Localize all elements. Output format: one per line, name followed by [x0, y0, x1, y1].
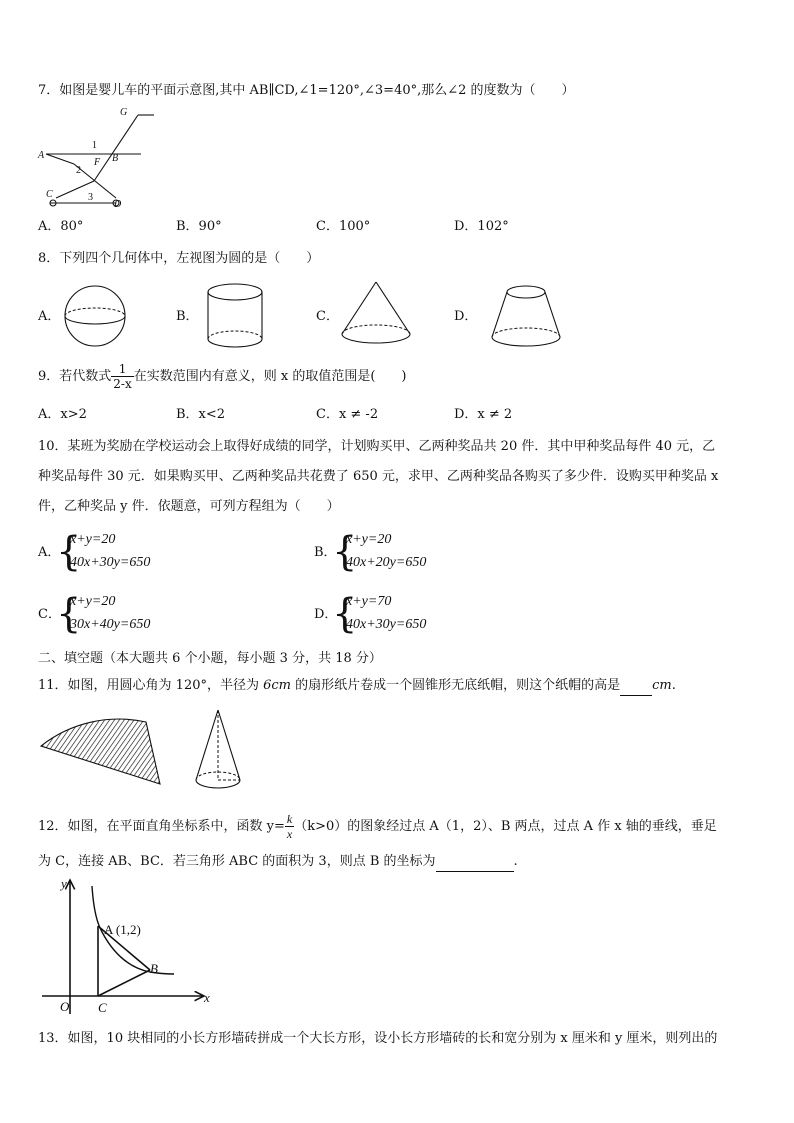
q8-stem: 8．下列四个几何体中，左视图为圆的是（ ）	[38, 251, 320, 266]
label-angle3: 3	[88, 192, 93, 203]
label-y: y	[61, 876, 67, 891]
label-x: x	[204, 990, 210, 1005]
q10-d-eq1: x+y=70	[346, 594, 392, 609]
q12-line2	[38, 853, 518, 872]
q9-frac-num: 1	[111, 362, 133, 377]
q9-option-c: C．x ≠ -2	[316, 407, 379, 422]
label-o: O	[60, 999, 70, 1014]
cylinder-figure	[204, 281, 266, 351]
q12-frac-num: k	[286, 812, 293, 826]
label-b: B	[112, 153, 119, 164]
paper-hat-cone-figure	[192, 708, 248, 794]
q12-line1-before: 12．如图，在平面直角坐标系中，函数 y=	[38, 819, 285, 834]
q11-radius: 6cm	[263, 678, 292, 693]
q8-option-c: C．	[316, 309, 339, 324]
brace: {	[56, 591, 82, 637]
q9-option-b: B．x<2	[176, 407, 226, 422]
brace: {	[56, 529, 82, 575]
label-a: A	[38, 150, 45, 161]
q12-frac-den: x	[286, 827, 293, 841]
label-b: B	[150, 961, 158, 976]
label-d: D	[114, 199, 122, 210]
answer-blank	[436, 853, 514, 872]
q9-fraction	[111, 362, 133, 391]
q12-line1	[38, 812, 717, 841]
q10-option-a	[38, 530, 298, 576]
q13-line1: 13．如图，10 块相同的小长方形墙砖拼成一个大长方形，设小长方形墙砖的长和宽分别为 x 厘米和 y 厘米，则列出的	[38, 1031, 718, 1046]
label-g: G	[120, 107, 128, 118]
q11-stem	[38, 677, 676, 696]
frustum-figure	[488, 281, 564, 351]
cone-figure	[338, 279, 414, 349]
line-handle	[94, 115, 138, 181]
answer-blank	[620, 677, 652, 696]
sphere-figure	[62, 283, 132, 349]
section-title: 二、填空题（本大题共 6 个小题，每小题 3 分，共 18 分）	[38, 651, 382, 666]
q10-c-eq1: x+y=20	[70, 594, 116, 609]
q7-option-c: C．100°	[316, 219, 371, 234]
label-a: A (1,2)	[104, 922, 141, 937]
q7-option-d: D．102°	[454, 219, 509, 234]
q10-b-eq1: x+y=20	[346, 532, 392, 547]
q11-end: .	[671, 678, 676, 693]
label-angle2: 2	[76, 165, 81, 176]
label-angle1: 1	[92, 140, 97, 151]
sector-figure	[38, 710, 168, 788]
q10-line2: 种奖品每件 30 元．如果购买甲、乙两种奖品共花费了 650 元，求甲、乙两种奖品各购买了多少件．设购买甲种奖品 x	[38, 469, 719, 484]
q11-text-mid: 的扇形纸片卷成一个圆锥形无底纸帽，则这个纸帽的高是	[291, 678, 621, 693]
q9-option-a: A．x>2	[38, 407, 87, 422]
q10-line1: 10．某班为奖励在学校运动会上取得好成绩的同学，计划购买甲、乙两种奖品共 20 件．其中甲种奖品每件 40 元，乙	[38, 439, 716, 454]
q11-text-before: 11．如图，用圆心角为 120°，半径为	[38, 678, 264, 693]
q10-a-eq2: 40x+30y=650	[70, 555, 151, 570]
q10-option-b-letter: B．	[314, 545, 337, 560]
coordinate-figure	[40, 874, 220, 1016]
q10-option-c-letter: C．	[38, 607, 61, 622]
q10-c-eq2: 30x+40y=650	[70, 617, 151, 632]
q10-d-eq2: 40x+30y=650	[346, 617, 427, 632]
q10-option-d-letter: D．	[314, 607, 338, 622]
q10-a-eq1: x+y=20	[70, 532, 116, 547]
line-a-lower	[46, 154, 74, 164]
q9-option-d: D．x ≠ 2	[454, 407, 513, 422]
brace: {	[332, 591, 358, 637]
line-bc	[98, 970, 150, 996]
q12-line1-after: （k>0）的图象经过点 A（1，2）、B 两点，过点 A 作 x 轴的垂线，垂足	[294, 819, 717, 834]
label-c: C	[98, 1000, 107, 1015]
q10-b-eq2: 40x+20y=650	[346, 555, 427, 570]
q7-stroller-figure	[36, 106, 166, 212]
q9-stem	[38, 362, 407, 391]
q10-option-a-letter: A．	[38, 545, 61, 560]
q10-line3: 件，乙种奖品 y 件．依题意，可列方程组为（ ）	[38, 499, 340, 514]
label-f: F	[94, 157, 101, 168]
q8-option-b: B．	[176, 309, 199, 324]
q10-option-d	[314, 592, 574, 638]
q9-suffix: 在实数范围内有意义，则 x 的取值范围是( )	[133, 369, 407, 384]
q10-option-c	[38, 592, 298, 638]
q8-option-a: A．	[38, 309, 61, 324]
q12-line2-end: .	[513, 854, 518, 869]
q7-option-a: A．80°	[38, 219, 84, 234]
q7-stem: 7．如图是婴儿车的平面示意图,其中 AB∥CD,∠1=120°,∠3=40°,那么∠2 的度数为（ ）	[38, 83, 575, 98]
q8-option-d: D．	[454, 309, 478, 324]
label-c: C	[46, 189, 53, 200]
q7-option-b: B．90°	[176, 219, 222, 234]
brace: {	[332, 529, 358, 575]
q9-prefix: 9．若代数式	[38, 369, 112, 384]
q12-fraction	[285, 812, 294, 841]
q9-frac-den: 2-x	[113, 377, 132, 391]
q10-option-b	[314, 530, 574, 576]
q12-line2-text: 为 C，连接 AB、BC．若三角形 ABC 的面积为 3，则点 B 的坐标为	[38, 854, 436, 869]
q11-unit: cm	[652, 678, 672, 693]
